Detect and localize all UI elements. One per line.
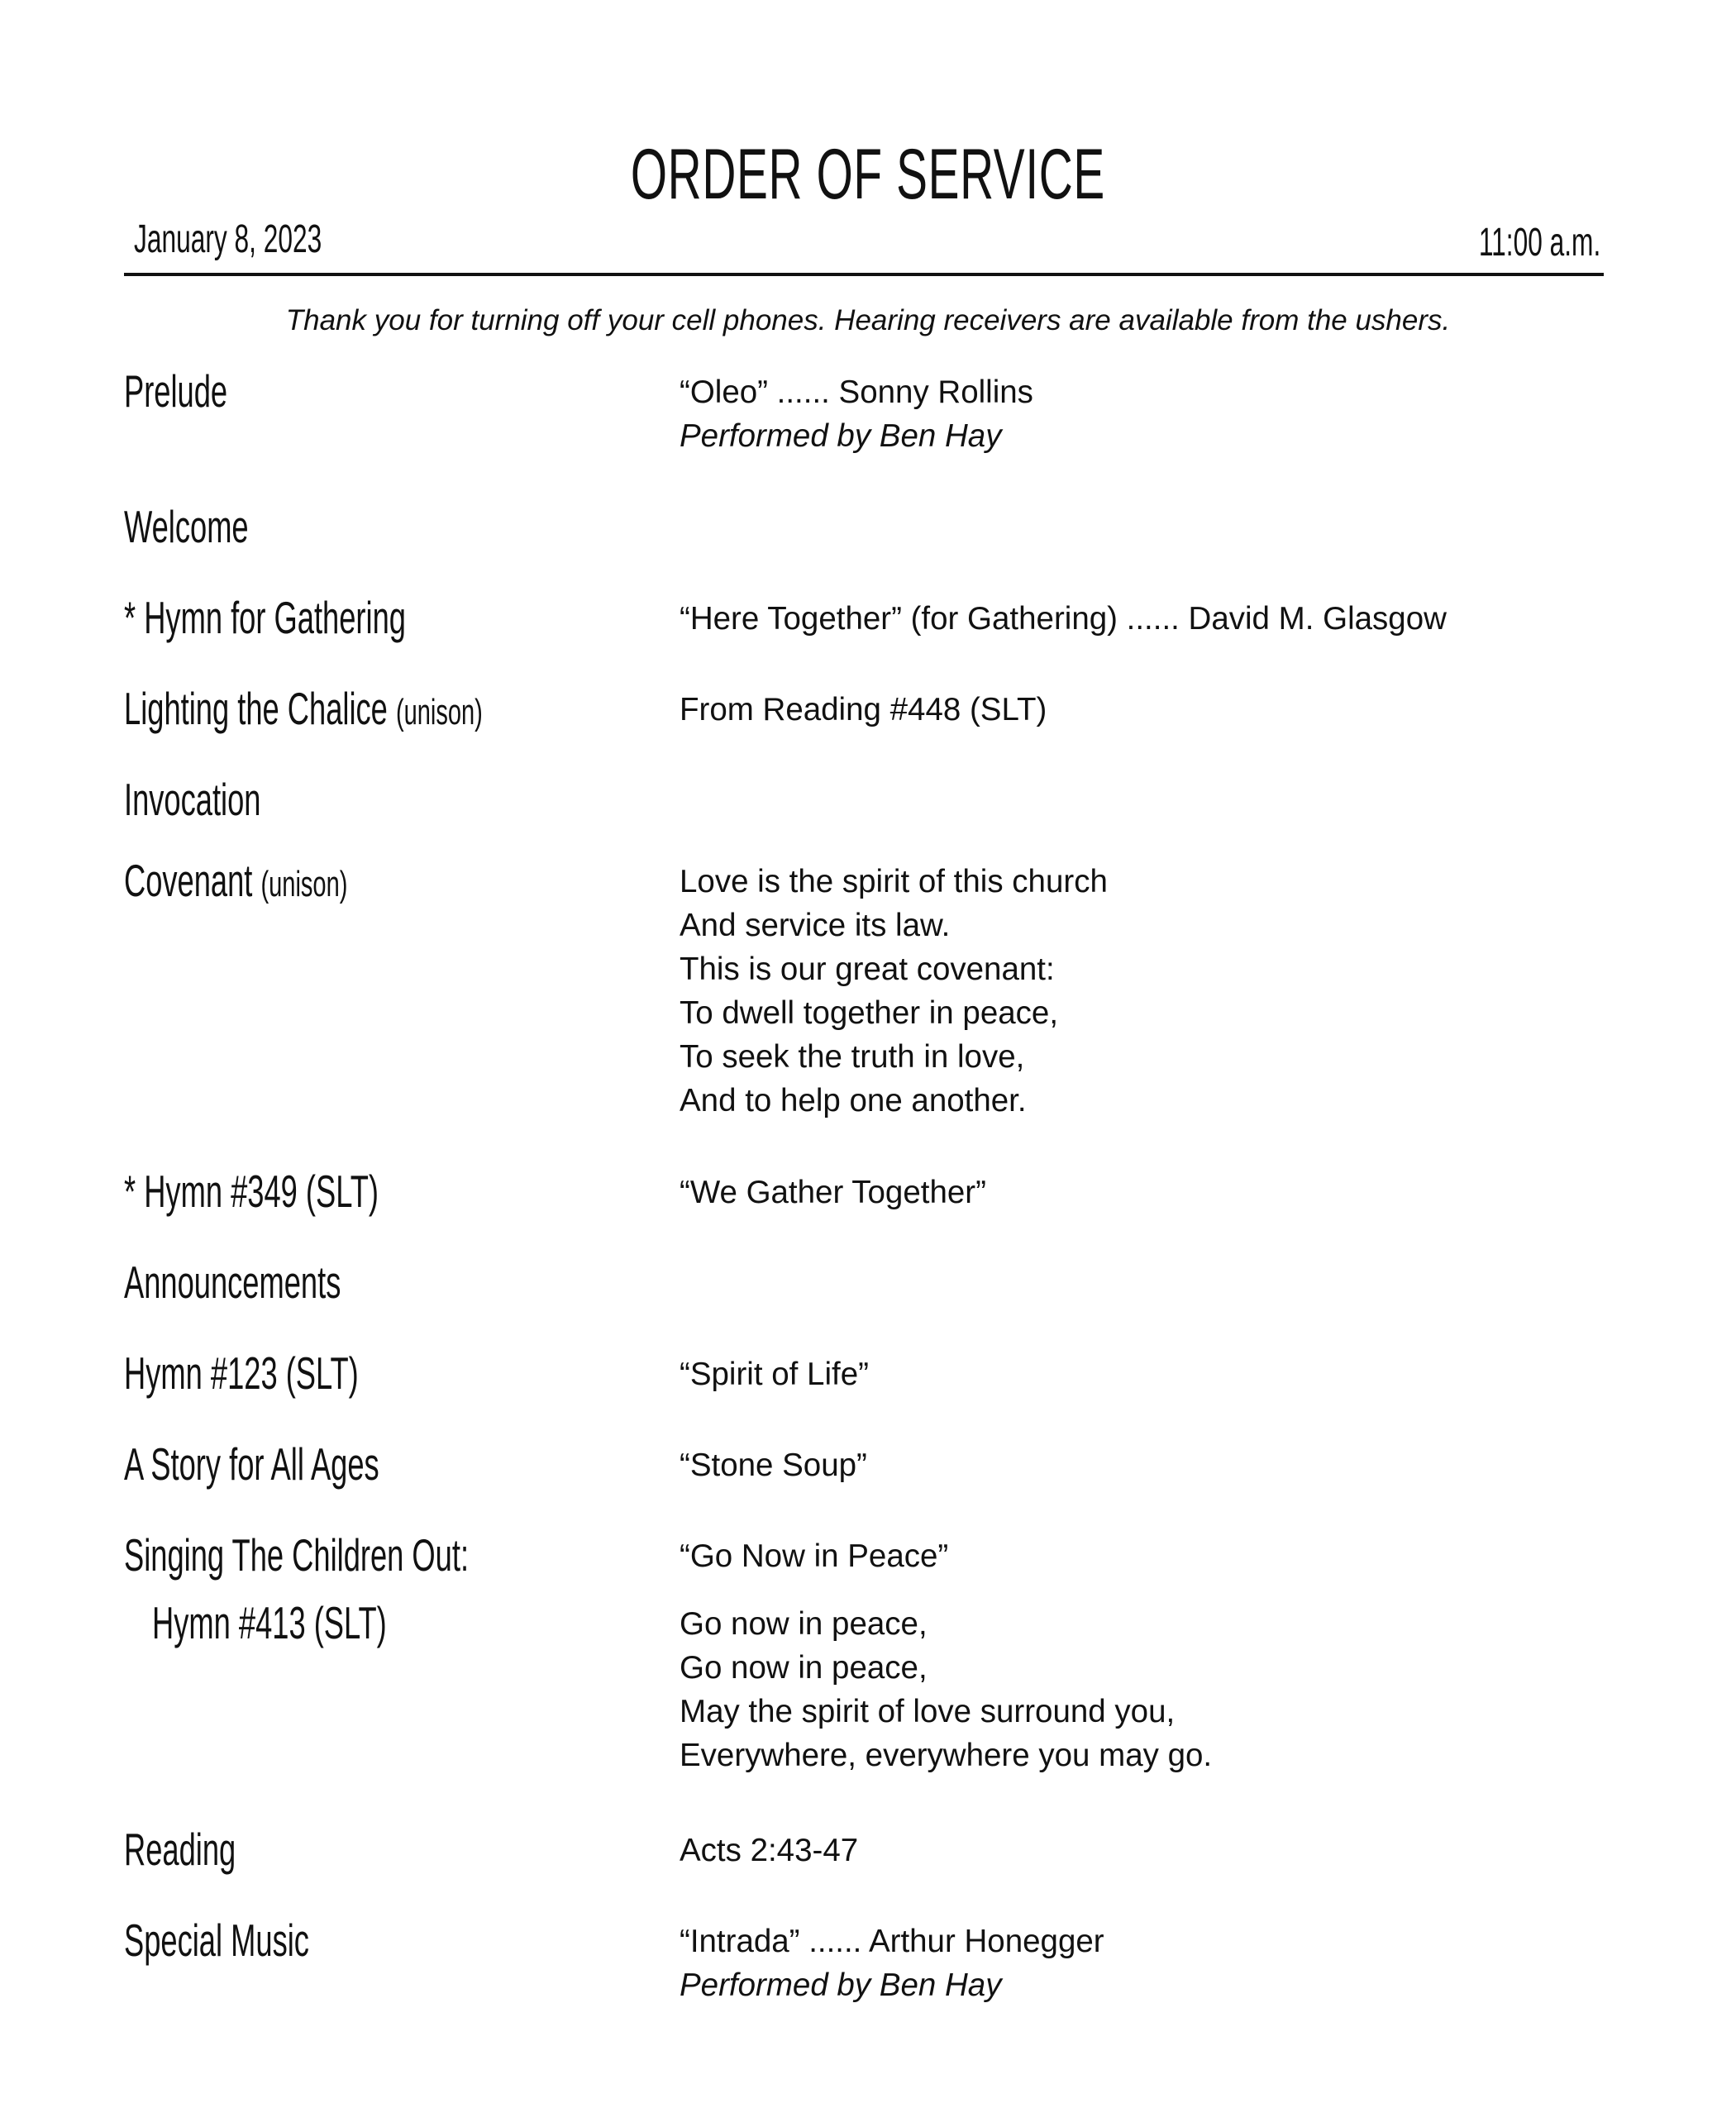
item-label: Welcome <box>124 501 249 552</box>
item-label: Covenant (unison) <box>124 855 348 906</box>
item-detail <box>680 597 1447 641</box>
item-detail <box>680 1602 1212 1777</box>
item-detail <box>680 1829 858 1872</box>
detail-line: Love is the spirit of this church <box>680 864 1108 899</box>
item-label: Singing The Children Out: <box>124 1529 470 1581</box>
item-detail <box>680 1534 948 1578</box>
header-divider <box>124 273 1604 276</box>
detail-line: “Go Now in Peace” <box>680 1538 949 1574</box>
detail-line: To dwell together in peace, <box>680 995 1059 1031</box>
detail-line: “Stone Soup” <box>680 1447 867 1483</box>
item-label: A Story for All Ages <box>124 1438 379 1490</box>
item-label: Special Music <box>124 1915 309 1966</box>
detail-line: And service its law. <box>680 908 951 943</box>
detail-line: “Intrada” ...... Arthur Honegger <box>680 1924 1104 1959</box>
item-label: Invocation <box>124 774 261 825</box>
detail-line: Acts 2:43-47 <box>680 1833 859 1868</box>
detail-line: “Spirit of Life” <box>680 1357 869 1392</box>
performer-line: Performed by Ben Hay <box>680 418 1002 454</box>
performer-line: Performed by Ben Hay <box>680 1967 1002 2003</box>
item-label: Prelude <box>124 365 228 417</box>
detail-line: Go now in peace, <box>680 1650 928 1686</box>
item-detail <box>680 1352 869 1396</box>
detail-line: “Oleo” ...... Sonny Rollins <box>680 374 1033 410</box>
unison-note: (unison) <box>395 692 483 732</box>
item-detail <box>680 1920 1104 2007</box>
item-label: Hymn #123 (SLT) <box>124 1347 359 1399</box>
detail-line: And to help one another. <box>680 1083 1027 1118</box>
item-detail <box>680 1443 867 1487</box>
item-detail <box>680 1171 986 1214</box>
notice-text: Thank you for turning off your cell phones. Hearing receivers are available from the ushers. <box>285 304 1451 336</box>
service-time: 11:00 a.m. <box>1478 221 1600 265</box>
detail-line: Everywhere, everywhere you may go. <box>680 1738 1213 1773</box>
detail-line: Go now in peace, <box>680 1606 928 1642</box>
detail-line: “We Gather Together” <box>680 1175 986 1210</box>
unison-note: (unison) <box>260 864 348 904</box>
detail-line: To seek the truth in love, <box>680 1039 1025 1075</box>
detail-line: “Here Together” (for Gathering) ...... David M. Glasgow <box>680 601 1447 637</box>
item-label: * Hymn for Gathering <box>124 592 406 643</box>
item-label: Announcements <box>124 1257 341 1308</box>
item-label: * Hymn #349 (SLT) <box>124 1166 379 1217</box>
item-detail <box>680 688 1047 732</box>
page-title: ORDER OF SERVICE <box>630 135 1106 214</box>
item-detail <box>680 860 1108 1123</box>
service-date: January 8, 2023 <box>134 217 322 261</box>
item-sublabel: Hymn #413 (SLT) <box>152 1597 387 1648</box>
item-label: Lighting the Chalice (unison) <box>124 683 483 734</box>
item-label: Reading <box>124 1824 236 1875</box>
item-detail <box>680 370 1033 458</box>
detail-line: This is our great covenant: <box>680 951 1055 987</box>
detail-line: From Reading #448 (SLT) <box>680 692 1047 727</box>
detail-line: May the spirit of love surround you, <box>680 1694 1176 1729</box>
